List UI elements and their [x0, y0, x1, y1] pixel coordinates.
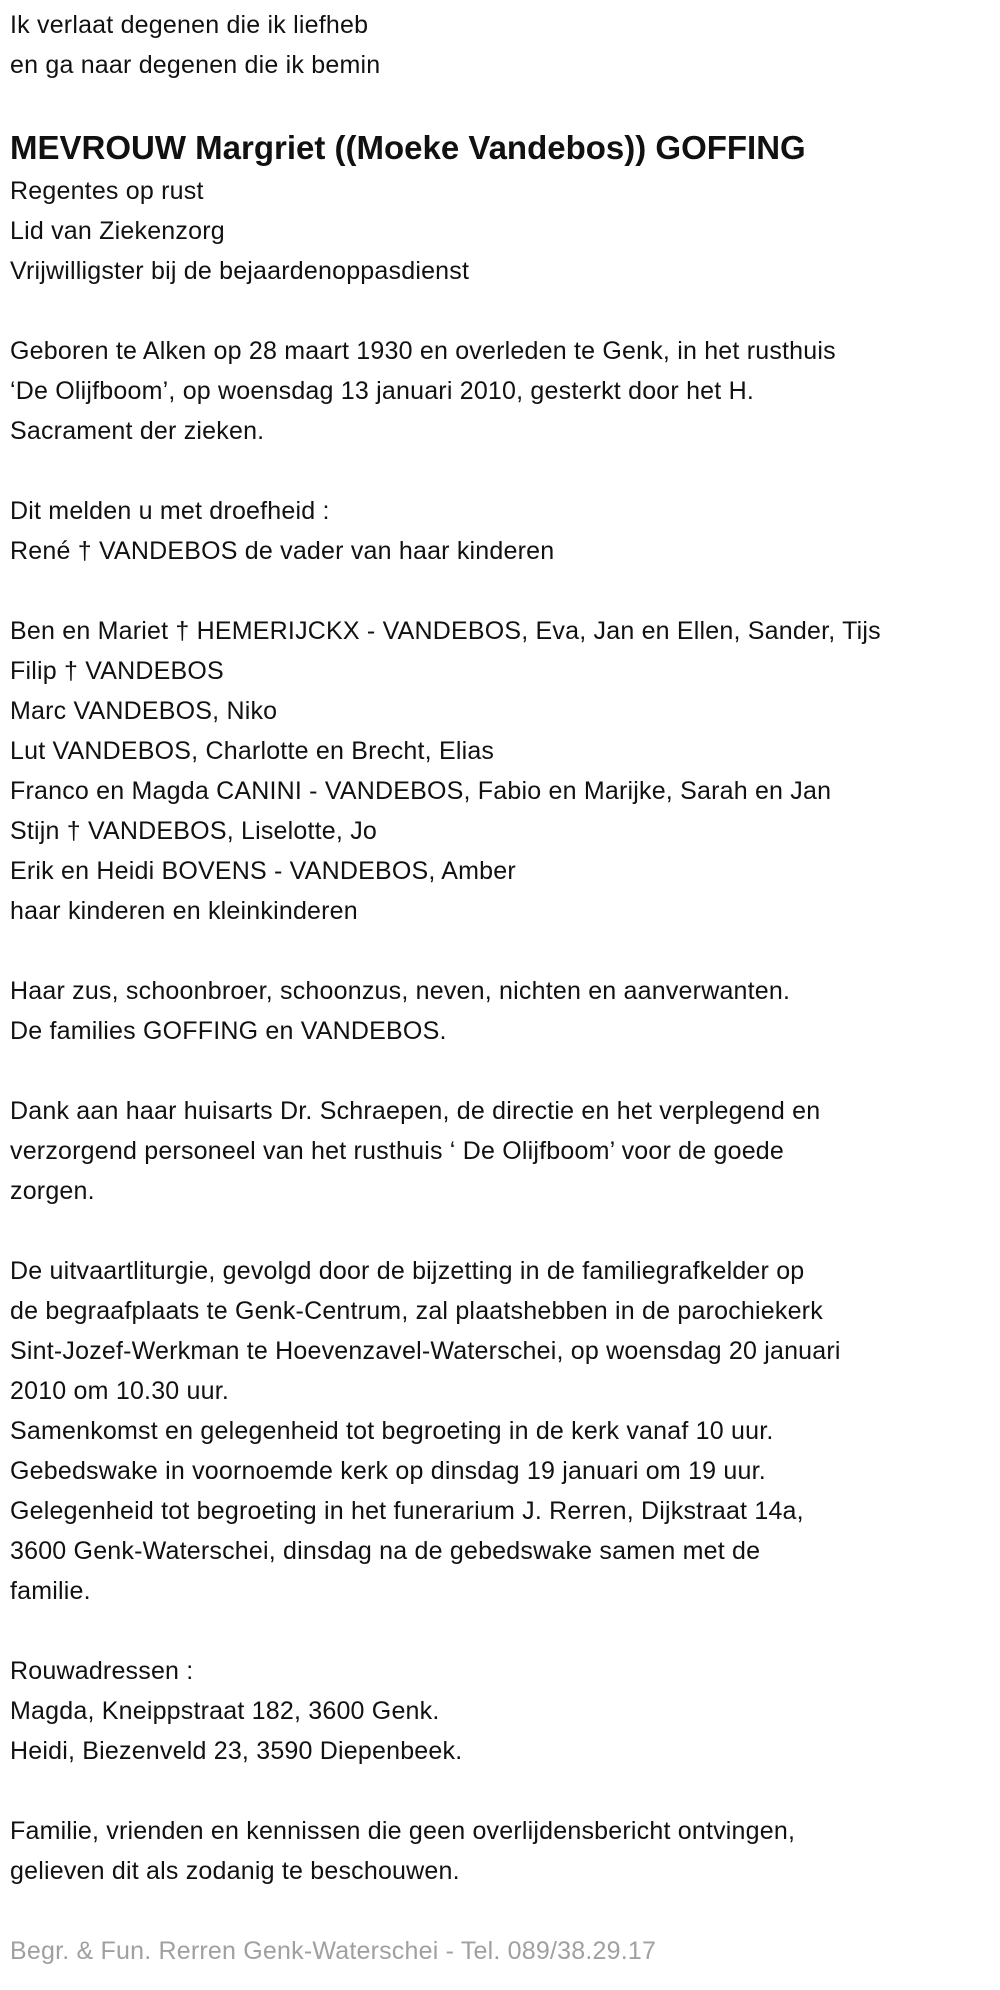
text-line: Ben en Mariet † HEMERIJCKX - VANDEBOS, Eva, Jan en Ellen, Sander, Tijs — [10, 617, 881, 645]
text-line: Vrijwilligster bij de bejaardenoppasdienst — [10, 257, 470, 285]
text-line: Heidi, Biezenveld 23, 3590 Diepenbeek. — [10, 1737, 463, 1765]
text-line: Marc VANDEBOS, Niko — [10, 697, 278, 725]
text-line: Dank aan haar huisarts Dr. Schraepen, de directie en het verplegend en — [10, 1097, 821, 1125]
text-line: Lut VANDEBOS, Charlotte en Brecht, Elias — [10, 737, 495, 765]
text-line: Stijn † VANDEBOS, Liselotte, Jo — [10, 817, 378, 845]
text-line: zorgen. — [10, 1177, 95, 1205]
text-line: De uitvaartliturgie, gevolgd door de bijzetting in de familiegrafkelder op — [10, 1257, 805, 1285]
text-line: Regentes op rust — [10, 177, 204, 205]
text-line: Haar zus, schoonbroer, schoonzus, neven, nichten en aanverwanten. — [10, 977, 791, 1005]
text-line: Erik en Heidi BOVENS - VANDEBOS, Amber — [10, 857, 516, 885]
text-line: Sacrament der zieken. — [10, 417, 265, 445]
paragraph-gap — [10, 291, 1000, 331]
funeral-home-footer: Begr. & Fun. Rerren Genk-Waterschei - Tel. 089/38.29.17 — [10, 1937, 657, 1965]
paragraph — [10, 171, 1000, 291]
text-line: Dit melden u met droefheid : — [10, 497, 330, 525]
deceased-name-title: MEVROUW Margriet ((Moeke Vandebos)) GOFFING — [10, 129, 806, 166]
text-line: Gelegenheid tot begroeting in het funerarium J. Rerren, Dijkstraat 14a, — [10, 1497, 804, 1525]
paragraph — [10, 331, 1000, 451]
text-line: Franco en Magda CANINI - VANDEBOS, Fabio en Marijke, Sarah en Jan — [10, 777, 832, 805]
paragraph-gap — [10, 451, 1000, 491]
paragraph-gap — [10, 1211, 1000, 1251]
text-line: 3600 Genk-Waterschei, dinsdag na de gebedswake samen met de — [10, 1537, 761, 1565]
paragraph-gap — [10, 571, 1000, 611]
text-line: de begraafplaats te Genk-Centrum, zal plaatshebben in de parochiekerk — [10, 1297, 823, 1325]
text-line: Filip † VANDEBOS — [10, 657, 224, 685]
paragraph — [10, 1251, 1000, 1611]
text-line: gelieven dit als zodanig te beschouwen. — [10, 1857, 460, 1885]
paragraph-gap — [10, 1771, 1000, 1811]
text-line: 2010 om 10.30 uur. — [10, 1377, 230, 1405]
motto-line: Ik verlaat degenen die ik liefheb — [10, 11, 369, 39]
paragraph-gap — [10, 1611, 1000, 1651]
paragraph — [10, 971, 1000, 1051]
text-line: familie. — [10, 1577, 91, 1605]
text-line: Sint-Jozef-Werkman te Hoevenzavel-Waterschei, op woensdag 20 januari — [10, 1337, 841, 1365]
text-line: Lid van Ziekenzorg — [10, 217, 225, 245]
paragraph — [10, 611, 1000, 931]
paragraph — [10, 1811, 1000, 1891]
text-line: Geboren te Alken op 28 maart 1930 en overleden te Genk, in het rusthuis — [10, 337, 836, 365]
text-line: Samenkomst en gelegenheid tot begroeting in de kerk vanaf 10 uur. — [10, 1417, 774, 1445]
text-line: haar kinderen en kleinkinderen — [10, 897, 358, 925]
paragraph-gap — [10, 931, 1000, 971]
text-line: verzorgend personeel van het rusthuis ‘ De Olijfboom’ voor de goede — [10, 1137, 785, 1165]
text-line: Gebedswake in voornoemde kerk op dinsdag 19 januari om 19 uur. — [10, 1457, 766, 1485]
text-line: Rouwadressen : — [10, 1657, 194, 1685]
motto-line: en ga naar degenen die ik bemin — [10, 51, 381, 79]
text-line: René † VANDEBOS de vader van haar kinderen — [10, 537, 555, 565]
paragraph — [10, 1091, 1000, 1211]
text-line: De families GOFFING en VANDEBOS. — [10, 1017, 447, 1045]
text-line: Magda, Kneippstraat 182, 3600 Genk. — [10, 1697, 440, 1725]
paragraph-gap — [10, 1051, 1000, 1091]
text-line: ‘De Olijfboom’, op woensdag 13 januari 2010, gesterkt door het H. — [10, 377, 754, 405]
obituary-body — [10, 171, 1000, 1891]
paragraph — [10, 491, 1000, 571]
paragraph — [10, 1651, 1000, 1771]
text-line: Familie, vrienden en kennissen die geen overlijdensbericht ontvingen, — [10, 1817, 796, 1845]
